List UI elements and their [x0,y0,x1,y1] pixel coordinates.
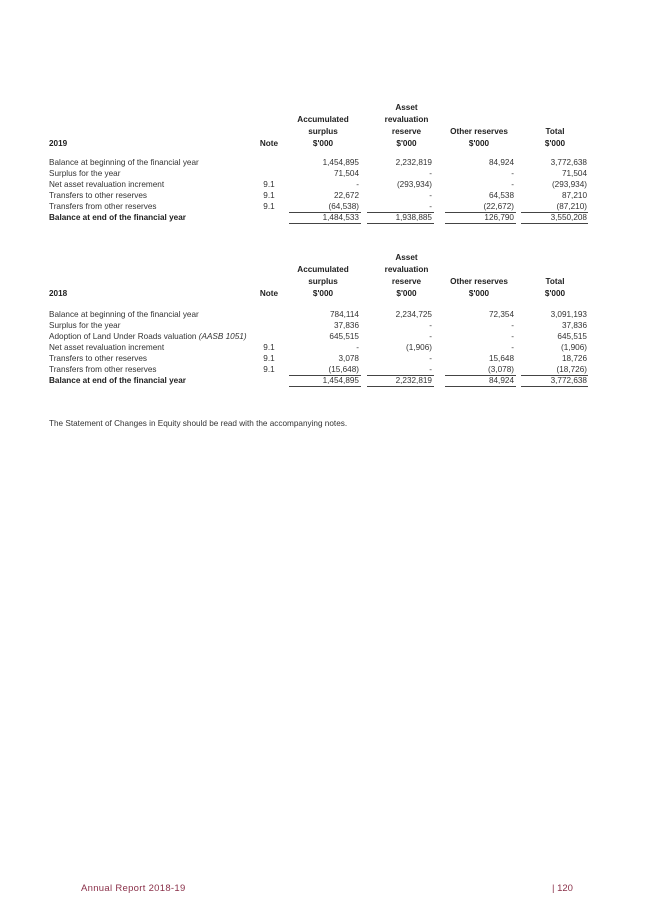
header-total-unit: $'000 [544,139,566,148]
total-row: Balance at end of the financial year 1,454,895 2,232,819 84,924 3,772,638 [49,376,587,385]
total-row: Balance at end of the financial year 1,484,533 1,938,885 126,790 3,550,208 [49,213,587,222]
total-rule [289,386,361,387]
header-revaluation-3: reserve [391,127,422,136]
header-revaluation-2: revaluation [384,115,429,124]
header-other-unit: $'000 [468,139,490,148]
header-accumulated-unit: $'000 [312,139,334,148]
total-rule [445,386,516,387]
footer-page-number: | 120 [552,883,573,894]
header-other: Other reserves [450,277,508,286]
header-note: Note [259,139,279,148]
total-rule [445,223,516,224]
table-row: Net asset revaluation increment 9.1 - (1,906) - (1,906) [49,343,587,352]
header-revaluation-1: Asset [395,253,418,262]
table-row: Surplus for the year 71,504 - - 71,504 [49,169,587,178]
header-note: Note [259,289,279,298]
header-total: Total [545,127,565,136]
table-row: Surplus for the year 37,836 - - 37,836 [49,321,587,330]
header-other-unit: $'000 [468,289,490,298]
header-revaluation-unit: $'000 [396,139,417,148]
total-rule [521,223,588,224]
table-row: Transfers to other reserves 9.1 3,078 - 15,648 18,726 [49,354,587,363]
header-revaluation-2: revaluation [384,265,429,274]
header-revaluation-unit: $'000 [396,289,417,298]
header-other: Other reserves [450,127,508,136]
header-accumulated-2: surplus [308,127,338,136]
table-row: Balance at beginning of the financial year 784,114 2,234,725 72,354 3,091,193 [49,310,587,319]
footnote: The Statement of Changes in Equity should be read with the accompanying notes. [49,419,348,428]
total-rule [289,223,361,224]
table-row: Net asset revaluation increment 9.1 - (293,934) - (293,934) [49,180,587,189]
header-accumulated-unit: $'000 [312,289,334,298]
header-total: Total [545,277,565,286]
equity-table-2019 [49,103,589,228]
table-row: Transfers from other reserves 9.1 (64,538) - (22,672) (87,210) [49,202,587,211]
header-total-unit: $'000 [544,289,566,298]
total-rule [367,223,434,224]
footer-report-title: Annual Report 2018-19 [81,883,186,894]
table-row: Transfers to other reserves 9.1 22,672 - 64,538 87,210 [49,191,587,200]
table-row: Transfers from other reserves 9.1 (15,648) - (3,078) (18,726) [49,365,587,374]
table-row: Adoption of Land Under Roads valuation (AASB 1051) 645,515 - - 645,515 [49,332,587,341]
total-rule [367,386,434,387]
table-row: Balance at beginning of the financial year 1,454,895 2,232,819 84,924 3,772,638 [49,158,587,167]
header-accumulated-1: Accumulated [297,115,349,124]
total-rule [521,386,588,387]
equity-table-2018 [49,253,589,393]
header-revaluation-1: Asset [395,103,418,112]
header-accumulated-2: surplus [308,277,338,286]
header-accumulated-1: Accumulated [297,265,349,274]
year-label: 2019 [49,139,68,148]
header-revaluation-3: reserve [391,277,422,286]
year-label: 2018 [49,289,68,298]
